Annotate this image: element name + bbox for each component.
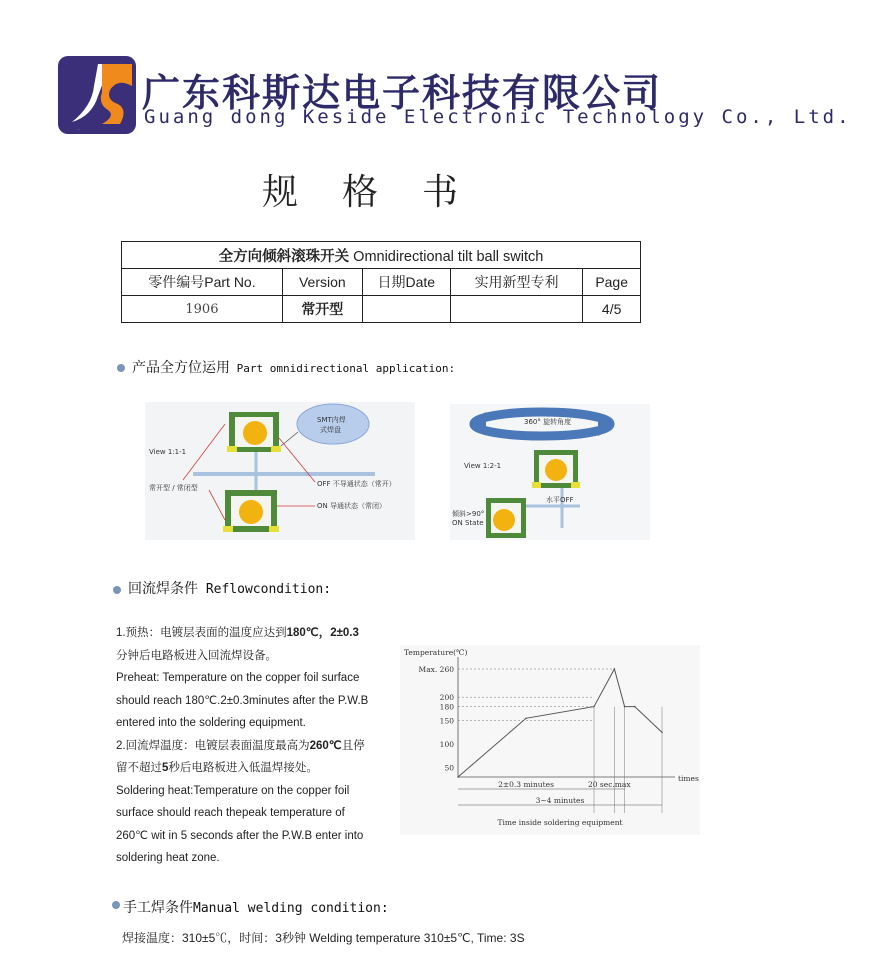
smt-label-2: 式焊盘 <box>320 426 341 434</box>
section-application-title <box>132 357 455 377</box>
text-segment: 5 <box>162 762 169 774</box>
tilt-label-2: ON State <box>452 519 484 527</box>
manual-welding-text: 焊接温度：310±5℃，时间：3秒钟 Welding temperature 310±5℃, Time: 3S <box>122 931 525 945</box>
on-label: ON 导通状态（常闭） <box>317 502 386 510</box>
reflow-profile-chart <box>400 645 700 835</box>
data-point <box>614 668 616 670</box>
section-title-cn: 产品全方位运用 <box>132 360 230 376</box>
level-label: 水平OFF <box>546 496 574 504</box>
text-segment: 260℃ <box>309 739 342 752</box>
x-axis-label: times <box>678 774 699 783</box>
section-title-cn: 手工焊条件 <box>123 900 193 916</box>
table-title-en: Omnidirectional tilt ball switch <box>349 248 544 265</box>
section-reflow-title <box>128 578 331 598</box>
table-row <box>122 296 641 323</box>
section-title-cn: 回流焊条件 <box>128 581 198 597</box>
bullet-icon <box>112 901 120 909</box>
y-tick-label: 180 <box>439 702 454 712</box>
y-tick-label: 150 <box>439 716 454 726</box>
off-label: OFF 不导通状态（常开） <box>317 480 396 488</box>
header-date: 日期Date <box>362 269 450 296</box>
section-title-en: Manual welding condition: <box>193 901 389 916</box>
text-segment: 且停 <box>341 739 365 752</box>
page-title: 规格书 <box>262 172 503 213</box>
table-title <box>122 242 641 269</box>
total-label: 3~4 minutes <box>535 796 585 805</box>
rotate-label: 360° 旋转角度 <box>524 418 572 426</box>
text-segment: 2.回流焊温度：电镀层表面温度最高为 <box>116 739 310 752</box>
company-logo <box>58 56 136 134</box>
text-segment: 180℃，2±0.3 <box>286 627 359 639</box>
y-tick-label: 50 <box>444 763 454 773</box>
y-tick-label: Max. 260 <box>418 665 454 674</box>
view-label-left: View 1:1-1 <box>149 448 187 456</box>
text-segment: 1.预热：电镀层表面的温度应达到 <box>116 627 287 639</box>
application-diagram-right <box>450 404 650 540</box>
mode-label: 常开型 / 常闭型 <box>149 484 198 492</box>
reflow-line: surface should reach thepeak temperature of <box>116 807 345 819</box>
application-diagram-left <box>145 402 415 540</box>
y-axis-label: Temperature(℃) <box>404 648 468 657</box>
text-segment: 秒后电路板进入低温焊接处。 <box>168 762 318 774</box>
text-segment: 留不超过 <box>116 762 162 774</box>
table-header-row <box>122 269 641 296</box>
date-value <box>362 296 450 323</box>
reflow-line: entered into the soldering equipment. <box>116 717 306 729</box>
header-version: Version <box>282 269 362 296</box>
part-no-value: 1906 <box>122 296 283 323</box>
chart-caption: Time inside soldering equipment <box>497 818 623 827</box>
header-part-no: 零件编号Part No. <box>122 269 283 296</box>
bullet-icon <box>113 586 121 594</box>
y-tick-label: 200 <box>439 693 454 703</box>
reflow-line: Preheat: Temperature on the copper foil surface <box>116 672 360 684</box>
smt-label-1: SMT内焊 <box>317 416 346 424</box>
section-title-en: Reflowcondition: <box>198 582 332 597</box>
peak-label: 20 sec.max <box>587 780 631 789</box>
bullet-icon <box>117 364 125 372</box>
y-tick-label: 100 <box>439 740 454 750</box>
reflow-line: should reach 180℃.2±0.3minutes after the P.W.B <box>116 694 369 707</box>
reflow-line: Soldering heat:Temperature on the copper foil <box>116 784 350 797</box>
version-value: 常开型 <box>282 296 362 323</box>
svg-text:KS: KS <box>78 130 80 131</box>
reflow-line: 分钟后电路板进入回流焊设备。 <box>116 649 277 662</box>
reflow-line: soldering heat zone. <box>116 852 220 864</box>
tilt-label-1: 倾斜>90° <box>452 510 485 518</box>
section-title-en: Part omnidirectional application: <box>230 362 456 375</box>
patent-value <box>450 296 583 323</box>
data-point <box>457 776 459 778</box>
data-point <box>634 706 636 708</box>
preheat-label: 2±0.3 minutes <box>498 780 554 789</box>
company-name-cn: 广东科斯达电子科技有限公司 <box>142 71 663 115</box>
reflow-line <box>116 735 406 758</box>
view-label-right: View 1:2-1 <box>464 462 502 470</box>
reflow-line <box>116 622 406 645</box>
header-patent: 实用新型专利 <box>450 269 583 296</box>
page-value: 4/5 <box>583 296 641 323</box>
reflow-description <box>116 622 406 870</box>
reflow-line: 260℃ wit in 5 seconds after the P.W.B enter into <box>116 829 364 842</box>
spec-table <box>121 241 641 323</box>
section-manual-title <box>123 897 389 917</box>
company-name-en: Guang dong Keside Electronic Technology Co., Ltd. <box>144 106 852 128</box>
table-title-cn: 全方向倾斜滚珠开关 <box>218 248 350 265</box>
data-point <box>525 718 527 720</box>
header-page: Page <box>583 269 641 296</box>
reflow-line <box>116 757 406 780</box>
